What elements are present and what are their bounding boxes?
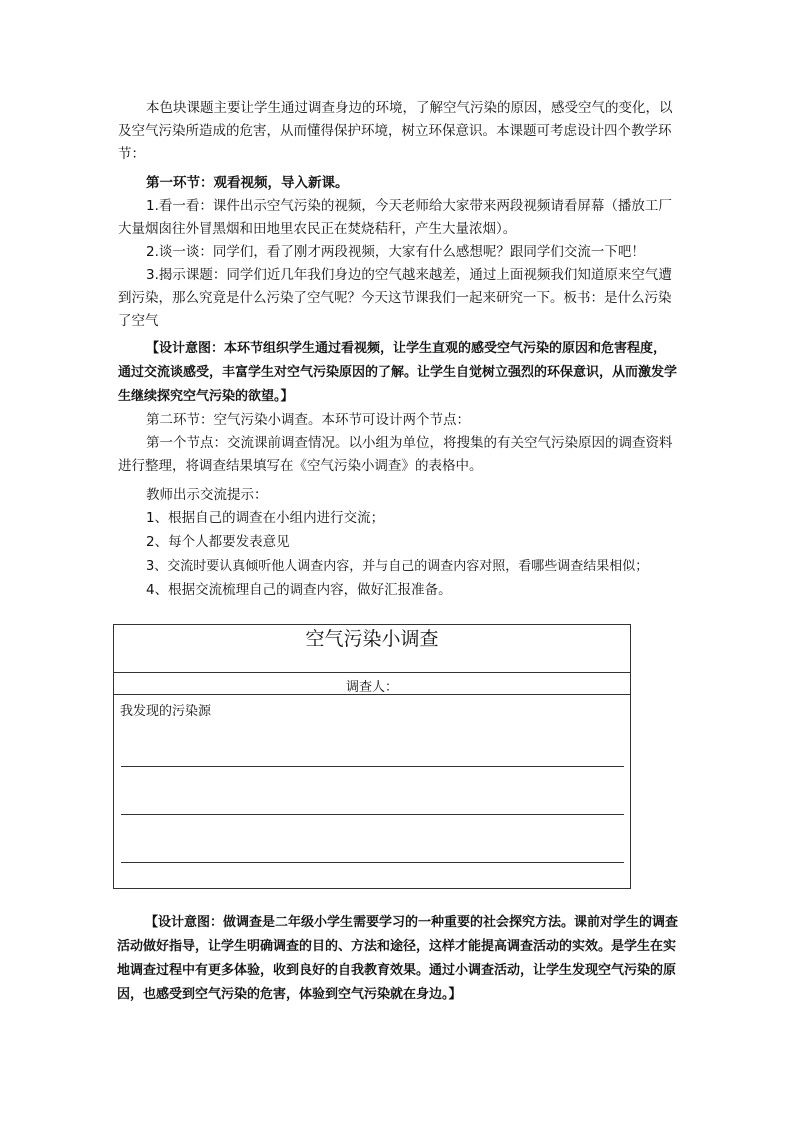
stage2-heading: 第二环节：空气污染小调查。本环节可设计两个节点： [146, 412, 470, 428]
stage1-step2: 2.谈一谈：同学们，看了刚才两段视频，大家有什么感想呢？跟同学们交流一下吧！ [146, 244, 645, 260]
investigator-label: 调查人： [345, 680, 398, 695]
final-design-note: 【设计意图：做调查是二年级小学生需要学习的一种重要的社会探究方法。课前对学生的调查活动做好指导，让学生明确调查的目的、方法和途径，这样才能提高调查活动的实效。是学生在实地调查过程中有更多体验，收到良好的自我教育效果。通过小调查活动，让学生发现空气污染的原因，也感受到空气污染的危害，体验到空气污染就在身边。】 [117, 915, 679, 1002]
stage1-heading: 第一环节：观看视频，导入新课。 [146, 175, 349, 191]
tip-item: 2、每个人都要发表意见 [146, 534, 290, 550]
tip-item: 4、根据交流梳理自己的调查内容，做好汇报准备。 [146, 582, 452, 598]
stage1-step1: 1.看一看：课件出示空气污染的视频，今天老师给大家带来两段视频请看屏幕（播放工厂大量烟囱往外冒黑烟和田地里农民正在焚烧秸秆，产生大量浓烟）。 [118, 198, 672, 237]
tip-item: 3、交流时要认真倾听他人调查内容，并与自己的调查内容对照，看哪些调查结果相似； [146, 559, 649, 574]
writing-line[interactable] [121, 862, 624, 863]
pollution-source-area[interactable] [114, 695, 630, 888]
stage2-node1: 第一个节点：交流课前调查情况。以小组为单位，将搜集的有关空气污染原因的调查资料进行整理，将调查结果填写在《空气污染小调查》的表格中。 [118, 435, 673, 474]
writing-line[interactable] [121, 814, 624, 815]
stage1-step3: 3.揭示课题：同学们近几年我们身边的空气越来越差，通过上面视频我们知道原来空气遭到污染，那么究竟是什么污染了空气呢？今天这节课我们一起来研究一下。板书：是什么污染了空气 [118, 267, 672, 329]
tip-item: 1、根据自己的调查在小组内进行交流； [146, 510, 385, 526]
investigator-field[interactable] [114, 673, 630, 695]
survey-title: 空气污染小调查 [114, 625, 630, 673]
intro-paragraph: 本色块课题主要让学生通过调查身边的环境，了解空气污染的原因，感受空气的变化，以及空气污染所造成的危害，从而懂得保护环境，树立环保意识。本课题可考虑设计四个教学环节： [118, 100, 673, 162]
writing-line[interactable] [121, 766, 624, 767]
stage1-design-note: 【设计意图：本环节组织学生通过看视频，让学生直观的感受空气污染的原因和危害程度，通过交流谈感受，丰富学生对空气污染原因的了解。让学生自觉树立强烈的环保意识，从而激发学生继续探究空气污染的欲望。】 [118, 341, 678, 404]
pollution-source-label: 我发现的污染源 [120, 704, 212, 719]
survey-table [113, 624, 631, 889]
stage2-tips-title: 教师出示交流提示： [146, 487, 268, 503]
